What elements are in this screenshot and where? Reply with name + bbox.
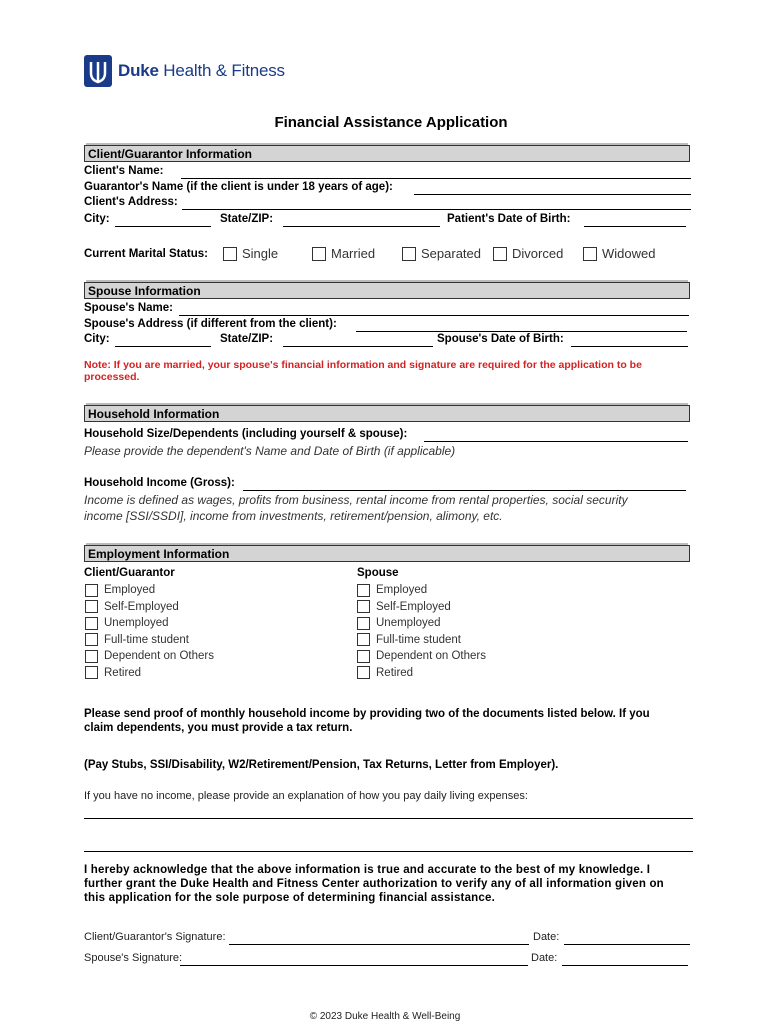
checkbox[interactable] <box>357 650 370 663</box>
city-field[interactable] <box>115 226 211 227</box>
spouse-employment-option[interactable]: Retired <box>357 665 486 682</box>
state-zip-label: State/ZIP: <box>220 213 274 225</box>
no-income-explanation-line-2[interactable] <box>84 851 693 852</box>
checkbox[interactable] <box>223 247 237 261</box>
checkbox[interactable] <box>357 617 370 630</box>
client-section-header: Client/Guarantor Information <box>84 145 690 162</box>
client-column-label: Client/Guarantor <box>84 567 175 579</box>
checkbox[interactable] <box>402 247 416 261</box>
spouse-employment-option[interactable]: Unemployed <box>357 615 486 632</box>
brand-name: Duke Health & Fitness <box>118 61 285 80</box>
checkbox[interactable] <box>493 247 507 261</box>
spouse-employment-option[interactable]: Full-time student <box>357 632 486 649</box>
checkbox[interactable] <box>357 600 370 613</box>
client-employment-list <box>85 582 214 681</box>
checkbox[interactable] <box>583 247 597 261</box>
client-signature-date-label: Date: <box>533 931 560 943</box>
client-employment-option[interactable]: Full-time student <box>85 632 214 649</box>
clients-name-label: Client's Name: <box>84 165 164 177</box>
spouse-state-zip-field[interactable] <box>283 346 433 347</box>
marital-option-widowed[interactable]: Widowed <box>583 246 655 261</box>
income-hint: Income is defined as wages, profits from business, rental income from rental properties, social security income [SSI/SSDI], income from investments, retirement/pension, alimony, etc. <box>84 493 628 523</box>
spouse-signature-label: Spouse's Signature: <box>84 952 183 964</box>
checkbox[interactable] <box>85 584 98 597</box>
spouse-signature-date-label: Date: <box>531 952 558 964</box>
guarantors-name-field[interactable] <box>414 194 691 195</box>
spouse-dob-field[interactable] <box>571 346 688 347</box>
checkbox[interactable] <box>85 666 98 679</box>
spouse-city-label: City: <box>84 333 110 345</box>
spouse-column-label: Spouse <box>357 567 399 579</box>
clients-address-label: Client's Address: <box>84 196 178 208</box>
spouse-city-field[interactable] <box>115 346 211 347</box>
no-income-prompt: If you have no income, please provide an explanation of how you pay daily living expenses: <box>84 790 528 802</box>
client-employment-option[interactable]: Unemployed <box>85 615 214 632</box>
patient-dob-label: Patient's Date of Birth: <box>447 213 571 225</box>
client-employment-option[interactable]: Self-Employed <box>85 599 214 616</box>
checkbox[interactable] <box>85 650 98 663</box>
household-size-field[interactable] <box>424 441 688 442</box>
checkbox[interactable] <box>85 617 98 630</box>
proof-document-list: (Pay Stubs, SSI/Disability, W2/Retirement/Pension, Tax Returns, Letter from Employer). <box>84 759 559 771</box>
acknowledgement-text: I hereby acknowledge that the above information is true and accurate to the best of my knowledge. I further grant the Duke Health and Fitness Center authorization to verify any of all information given on this application for the sole purpose of determining financial assistance. <box>84 864 664 904</box>
spouse-employment-option[interactable]: Self-Employed <box>357 599 486 616</box>
guarantors-name-label: Guarantor's Name (if the client is under 18 years of age): <box>84 181 393 193</box>
dependents-hint: Please provide the dependent's Name and Date of Birth (if applicable) <box>84 444 456 458</box>
spouse-employment-option[interactable]: Dependent on Others <box>357 648 486 665</box>
state-zip-field[interactable] <box>283 226 440 227</box>
household-income-label: Household Income (Gross): <box>84 477 235 489</box>
checkbox[interactable] <box>357 584 370 597</box>
client-signature-date-field[interactable] <box>564 944 690 945</box>
city-label: City: <box>84 213 110 225</box>
proof-instructions: Please send proof of monthly household income by providing two of the documents listed below. If you claim dependents, you must provide a tax return. <box>84 708 650 734</box>
employment-section-header: Employment Information <box>84 545 690 562</box>
page-title: Financial Assistance Application <box>274 114 508 131</box>
spouse-dob-label: Spouse's Date of Birth: <box>437 333 564 345</box>
spouse-address-label: Spouse's Address (if different from the client): <box>84 318 337 330</box>
marital-option-divorced[interactable]: Divorced <box>493 246 563 261</box>
spouse-employment-option[interactable]: Employed <box>357 582 486 599</box>
duke-shield-icon <box>84 55 112 87</box>
checkbox[interactable] <box>85 600 98 613</box>
patient-dob-field[interactable] <box>584 226 686 227</box>
household-size-label: Household Size/Dependents (including yourself & spouse): <box>84 428 408 440</box>
no-income-explanation-line-1[interactable] <box>84 818 693 819</box>
client-signature-field[interactable] <box>229 944 529 945</box>
spouse-signature-field[interactable] <box>180 965 528 966</box>
client-employment-option[interactable]: Retired <box>85 665 214 682</box>
married-note: Note: If you are married, your spouse's financial information and signature are required for the application to be processed. <box>84 359 642 383</box>
checkbox[interactable] <box>85 633 98 646</box>
spouse-signature-date-field[interactable] <box>562 965 688 966</box>
spouse-address-field[interactable] <box>356 331 687 332</box>
household-income-field[interactable] <box>243 490 686 491</box>
client-employment-option[interactable]: Employed <box>85 582 214 599</box>
clients-name-field[interactable] <box>181 178 691 179</box>
client-signature-label: Client/Guarantor's Signature: <box>84 931 226 943</box>
spouse-name-field[interactable] <box>179 315 689 316</box>
footer-copyright: © 2023 Duke Health & Well-Being <box>309 1011 461 1022</box>
duke-logo <box>84 54 285 88</box>
marital-option-separated[interactable]: Separated <box>402 246 481 261</box>
checkbox[interactable] <box>357 633 370 646</box>
marital-option-single[interactable]: Single <box>223 246 278 261</box>
marital-status-label: Current Marital Status: <box>84 248 208 260</box>
checkbox[interactable] <box>357 666 370 679</box>
spouse-name-label: Spouse's Name: <box>84 302 174 314</box>
checkbox[interactable] <box>312 247 326 261</box>
spouse-state-zip-label: State/ZIP: <box>220 333 274 345</box>
spouse-section-header: Spouse Information <box>84 282 690 299</box>
marital-option-married[interactable]: Married <box>312 246 375 261</box>
clients-address-field[interactable] <box>182 209 691 210</box>
household-section-header: Household Information <box>84 405 690 422</box>
spouse-employment-list <box>357 582 486 681</box>
client-employment-option[interactable]: Dependent on Others <box>85 648 214 665</box>
